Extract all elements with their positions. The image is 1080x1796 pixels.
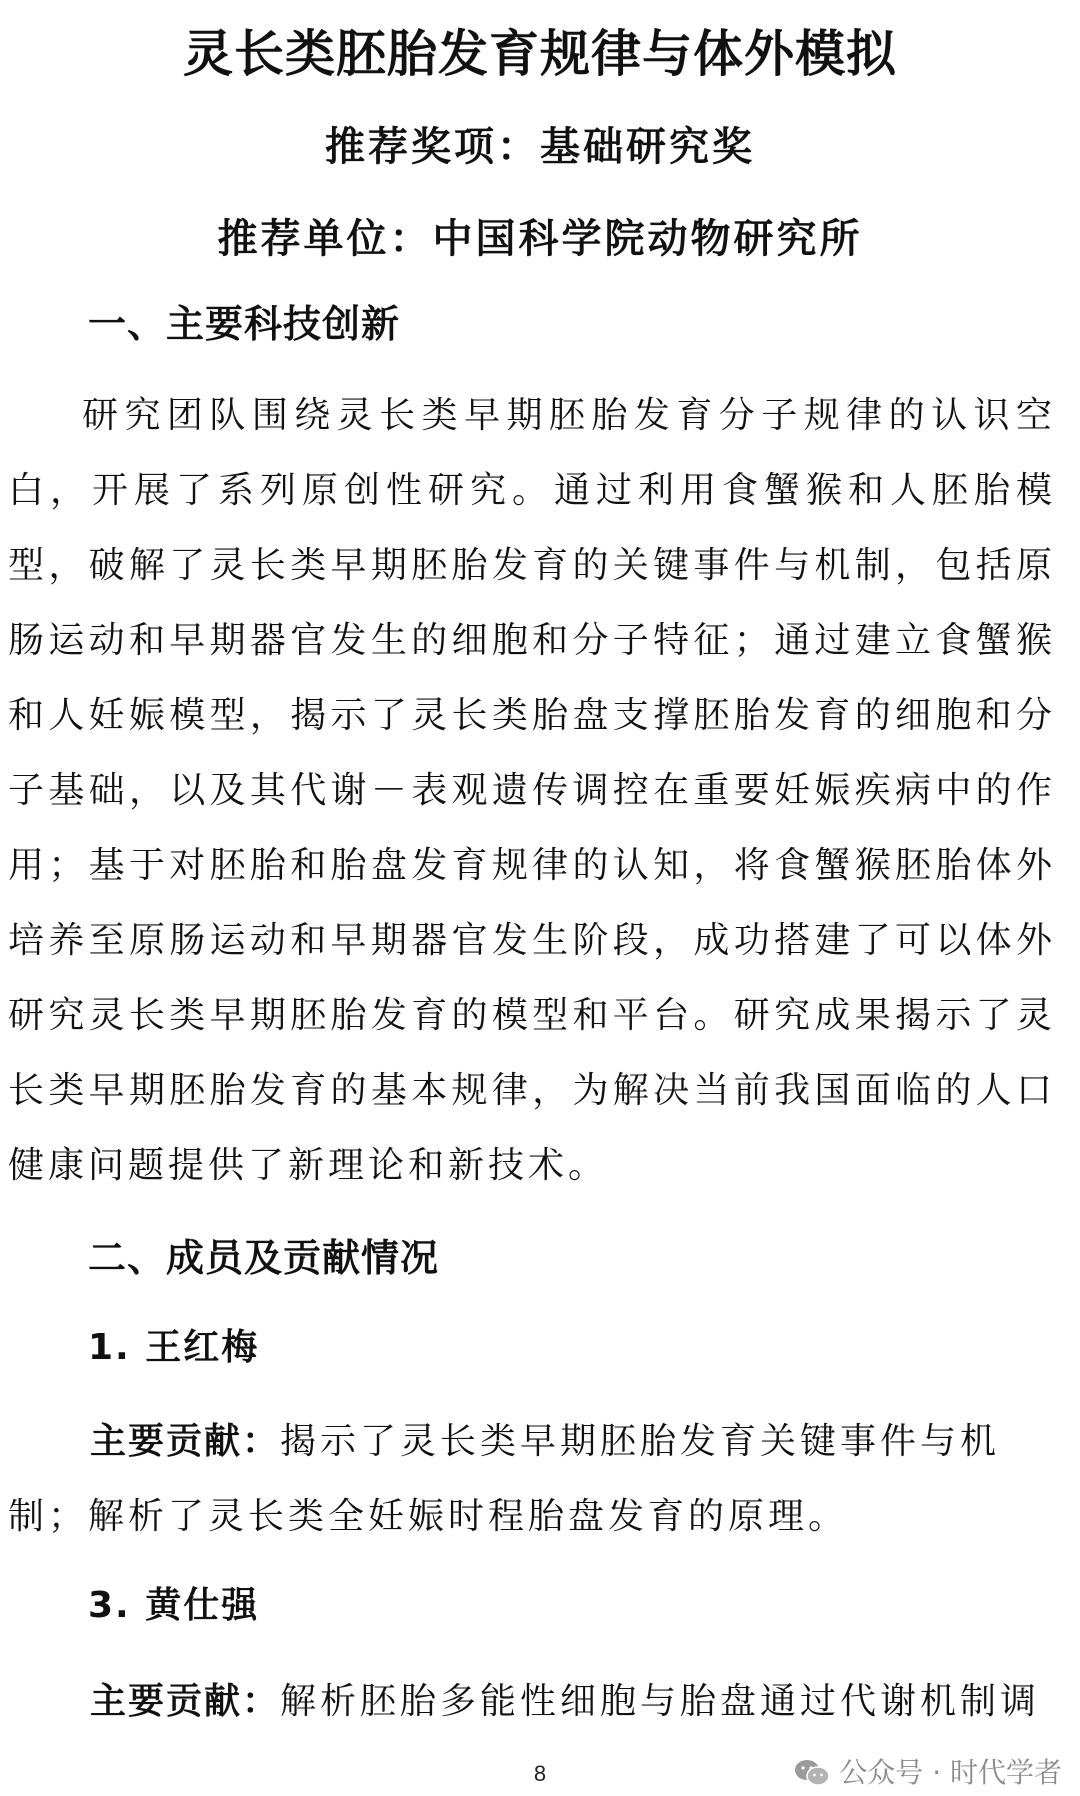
member-name: 1. 王红梅 xyxy=(88,1327,260,1368)
wechat-icon xyxy=(793,1758,831,1788)
section-heading-innovation: 一、主要科技创新 xyxy=(88,302,401,346)
contribution-text: 解析胚胎多能性细胞与胎盘通过代谢机制调 xyxy=(280,1681,1041,1722)
member-contribution xyxy=(8,1664,1056,1739)
member-name: 3. 黄仕强 xyxy=(88,1585,260,1626)
watermark xyxy=(793,1756,1062,1790)
page-number: 8 xyxy=(533,1761,547,1786)
innovation-paragraph: 研究团队围绕灵长类早期胚胎发育分子规律的认识空白，开展了系列原创性研究。通过利用食蟹猴和人胚胎模型，破解了灵长类早期胚胎发育的关键事件与机制，包括原肠运动和早期器官发生的细胞和分子特征；通过建立食蟹猴和人妊娠模型，揭示了灵长类胎盘支撑胚胎发育的细胞和分子基础，以及其代谢－表观遗传调控在重要妊娠疾病中的作用；基于对胚胎和胎盘发育规律的认知，将食蟹猴胚胎体外培养至原肠运动和早期器官发生阶段，成功搭建了可以体外研究灵长类早期胚胎发育的模型和平台。研究成果揭示了灵长类早期胚胎发育的基本规律，为解决当前我国面临的人口健康问题提供了新理论和新技术。 xyxy=(8,395,1056,1186)
section-heading-members: 二、成员及贡献情况 xyxy=(88,1236,440,1280)
unit-line: 推荐单位：中国科学院动物研究所 xyxy=(217,216,863,262)
award-line: 推荐奖项：基础研究奖 xyxy=(325,124,755,170)
watermark-text: 公众号 · 时代学者 xyxy=(839,1756,1062,1789)
contribution-label: 主要贡献： xyxy=(90,1681,281,1722)
contribution-text: 揭示了灵长类早期胚胎发育关键事件与机制；解析了灵长类全妊娠时程胎盘发育的原理。 xyxy=(8,1421,1001,1537)
document-title: 灵长类胚胎发育规律与体外模拟 xyxy=(183,25,897,83)
member-contribution xyxy=(8,1404,1056,1554)
contribution-label: 主要贡献： xyxy=(90,1421,281,1462)
